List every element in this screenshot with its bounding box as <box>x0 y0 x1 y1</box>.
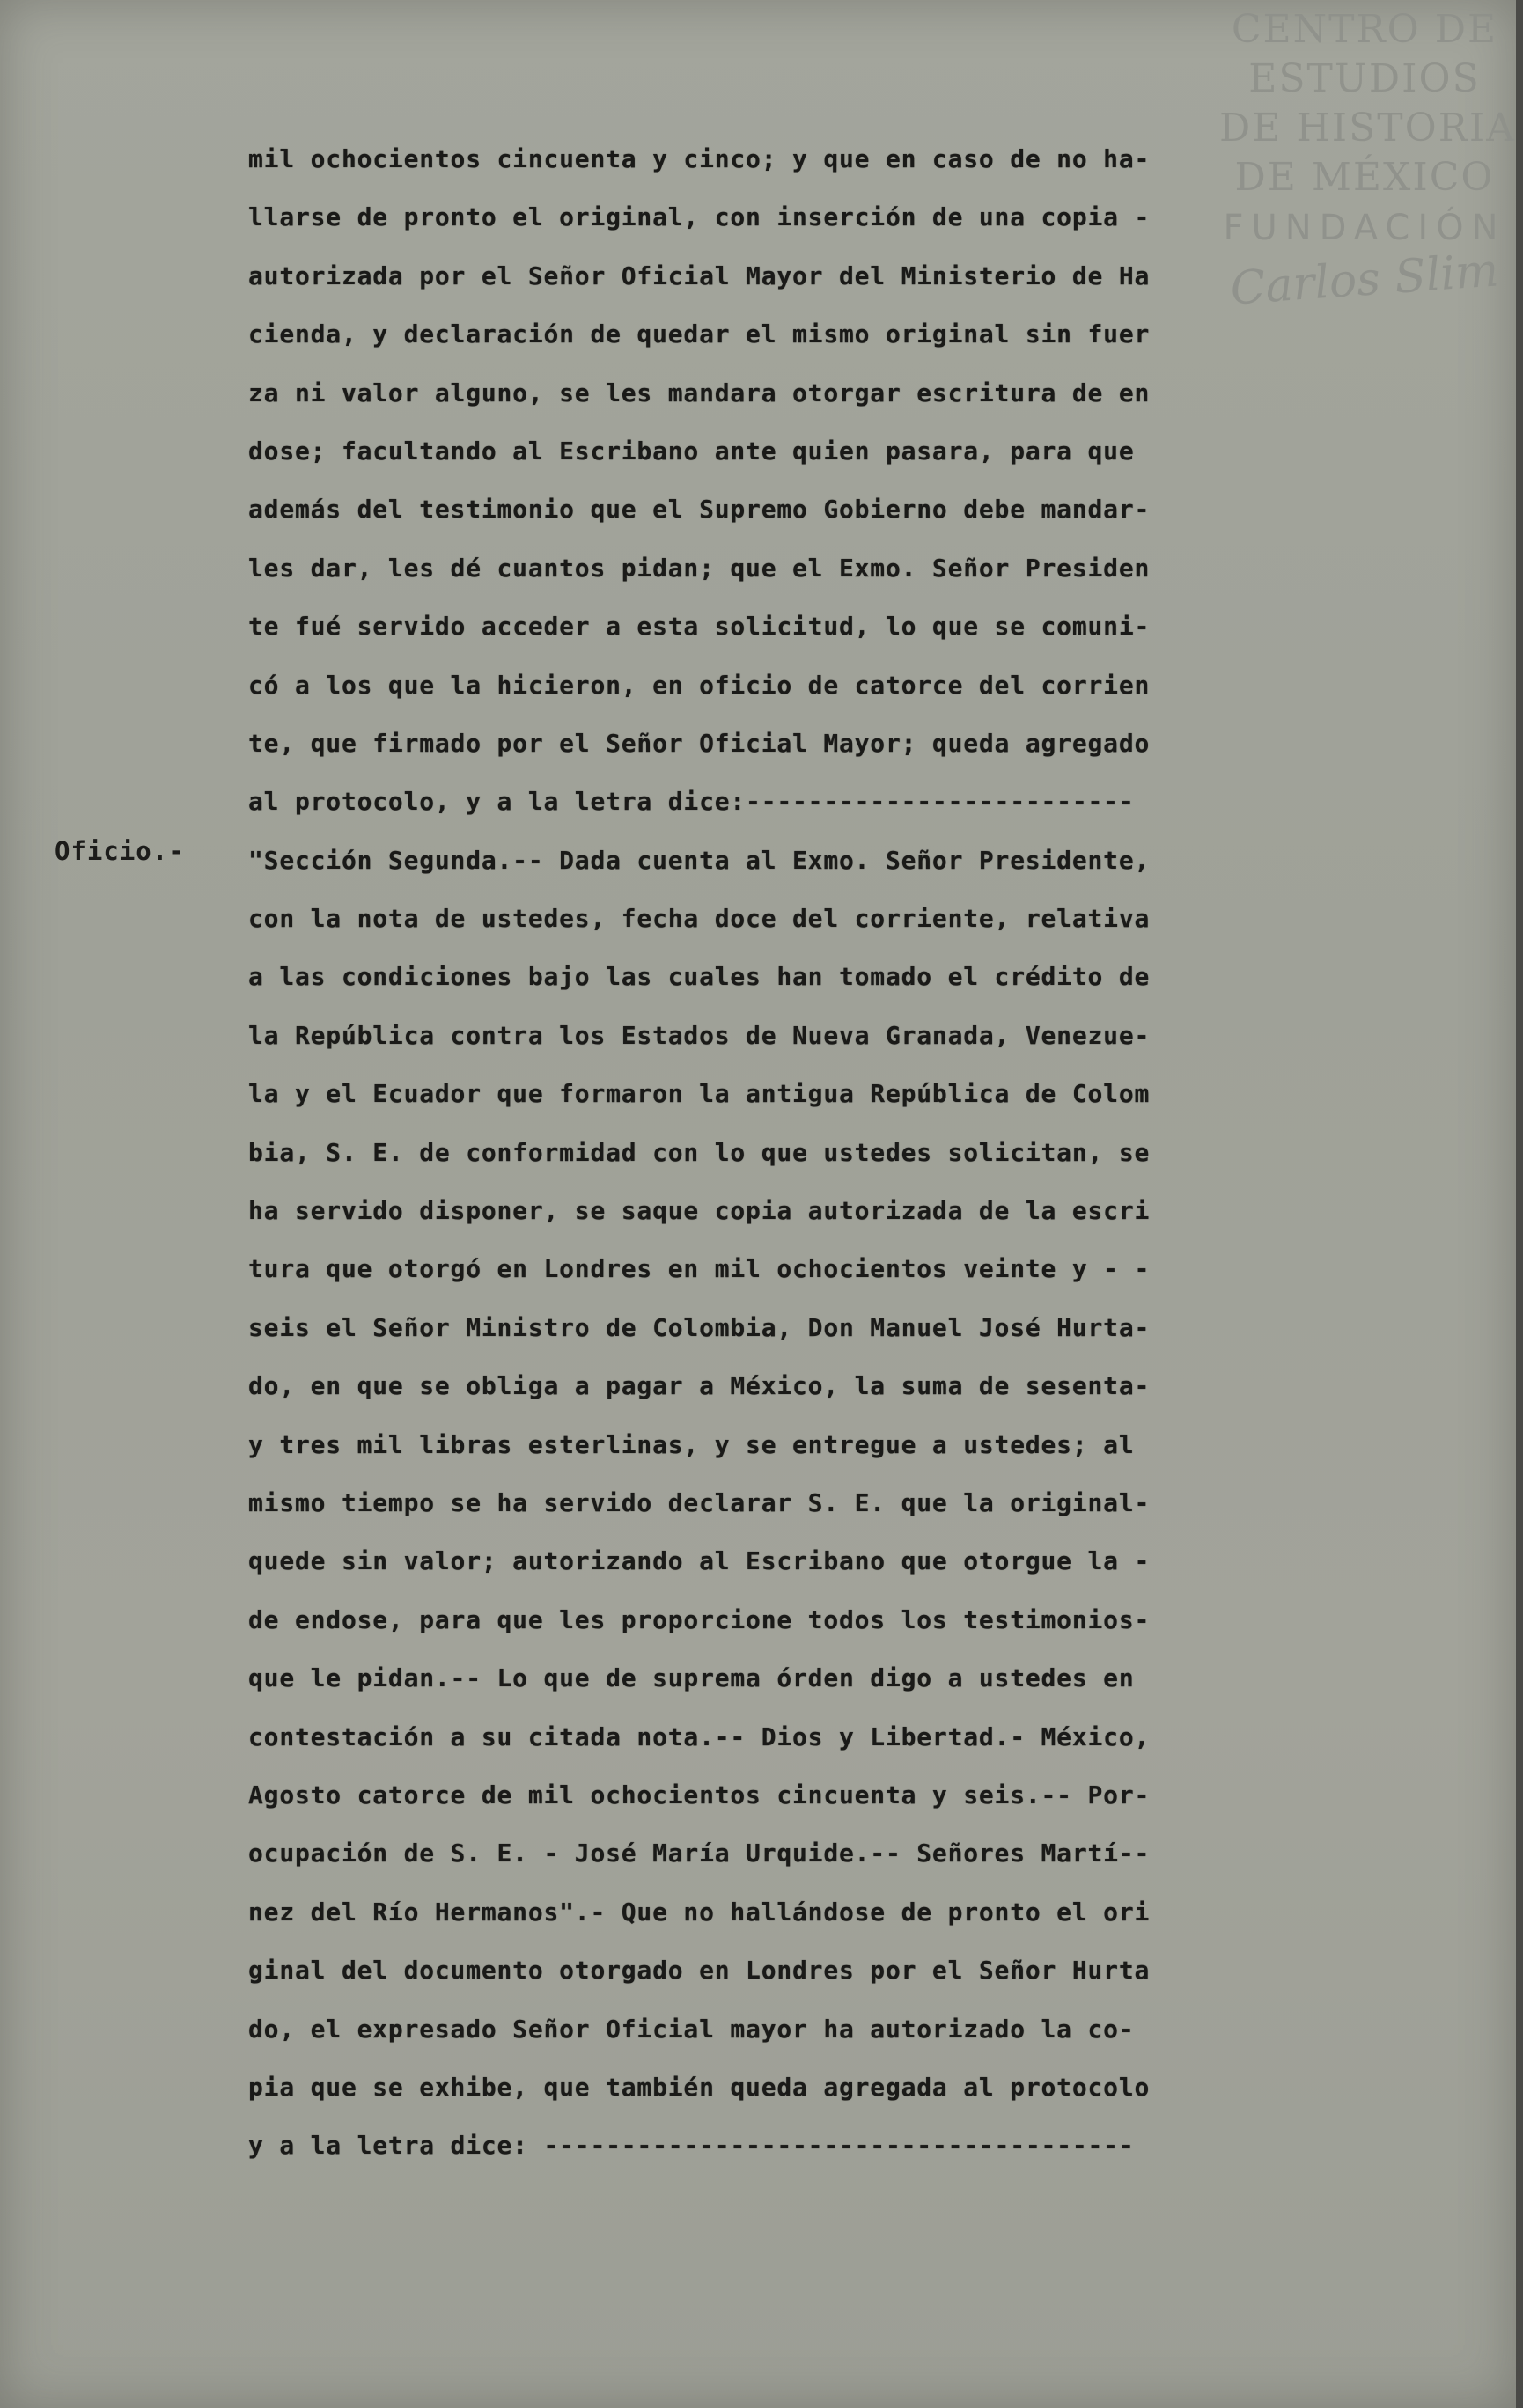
text-line: ocupación de S. E. - José María Urquide.-- Señores Martí-- <box>248 1839 1151 1868</box>
text-line: za ni valor alguno, se les mandara otorgar escritura de en <box>248 378 1151 407</box>
text-line: les dar, les dé cuantos pidan; que el Exmo. Señor Presiden <box>248 553 1151 583</box>
text-line: de endose, para que les proporcione todos los testimonios- <box>248 1604 1151 1634</box>
text-line: do, el expresado Señor Oficial mayor ha autorizado la co- <box>248 2014 1135 2044</box>
typed-text-body <box>248 130 1296 2176</box>
text-line: dose; facultando al Escribano ante quien pasara, para que <box>248 436 1135 466</box>
watermark-signature: Carlos Slim <box>1228 244 1501 316</box>
text-line: te, que firmado por el Señor Oficial Mayor; queda agregado <box>248 728 1151 758</box>
margin-note-oficio: Oficio.- <box>55 836 185 866</box>
text-line: ha servido disponer, se saque copia autorizada de la escri <box>248 1196 1151 1226</box>
text-line: "Sección Segunda.-- Dada cuenta al Exmo. Señor Presidente, <box>248 845 1151 875</box>
text-line: mil ochocientos cincuenta y cinco; y que en caso de no ha- <box>248 144 1151 173</box>
text-line: seis el Señor Ministro de Colombia, Don Manuel José Hurta- <box>248 1312 1151 1342</box>
text-line: la y el Ecuador que formaron la antigua República de Colom <box>248 1079 1151 1109</box>
text-line: te fué servido acceder a esta solicitud, lo que se comuni- <box>248 612 1151 642</box>
text-line: con la nota de ustedes, fecha doce del corriente, relativa <box>248 904 1151 934</box>
text-line: nez del Río Hermanos".- Que no hallándose de pronto el ori <box>248 1897 1151 1927</box>
text-line: cienda, y declaración de quedar el mismo original sin fuer <box>248 319 1151 349</box>
text-line: tura que otorgó en Londres en mil ochocientos veinte y - - <box>248 1254 1151 1284</box>
text-line: y a la letra dice: -------------------------------------- <box>248 2131 1135 2161</box>
page-edge <box>1516 0 1523 2408</box>
watermark-line: CENTRO DE <box>1231 7 1498 52</box>
text-line: bia, S. E. de conformidad con lo que ustedes solicitan, se <box>248 1137 1151 1167</box>
text-line: que le pidan.-- Lo que de suprema órden digo a ustedes en <box>248 1663 1135 1693</box>
text-line: quede sin valor; autorizando al Escribano que otorgue la - <box>248 1546 1151 1576</box>
text-line: llarse de pronto el original, con inserción de una copia - <box>248 202 1151 232</box>
text-line: pia que se exhibe, que también queda agregada al protocolo <box>248 2072 1151 2102</box>
text-line: Agosto catorce de mil ochocientos cincuenta y seis.-- Por- <box>248 1780 1151 1810</box>
text-line: mismo tiempo se ha servido declarar S. E. que la original- <box>248 1487 1151 1517</box>
text-line: al protocolo, y a la letra dice:------------------------- <box>248 787 1135 817</box>
watermark-fundacion: FUNDACIÓN <box>1223 208 1506 248</box>
watermark-line: DE MÉXICO <box>1234 155 1495 200</box>
text-line: la República contra los Estados de Nueva Granada, Venezue- <box>248 1020 1151 1050</box>
text-line: autorizada por el Señor Oficial Mayor del Ministerio de Ha <box>248 261 1151 290</box>
text-line: ginal del documento otorgado en Londres por el Señor Hurta <box>248 1956 1151 1986</box>
watermark-line: ESTUDIOS <box>1248 56 1481 101</box>
watermark-line: DE HISTORIA <box>1219 106 1516 150</box>
text-line: y tres mil libras esterlinas, y se entregue a ustedes; al <box>248 1429 1135 1459</box>
text-line: có a los que la hicieron, en oficio de catorce del corrien <box>248 670 1151 700</box>
text-line: a las condiciones bajo las cuales han tomado el crédito de <box>248 962 1151 992</box>
text-line: do, en que se obliga a pagar a México, la suma de sesenta- <box>248 1371 1151 1401</box>
text-line: contestación a su citada nota.-- Dios y Libertad.- México, <box>248 1722 1151 1751</box>
text-line: además del testimonio que el Supremo Gobierno debe mandar- <box>248 495 1151 525</box>
